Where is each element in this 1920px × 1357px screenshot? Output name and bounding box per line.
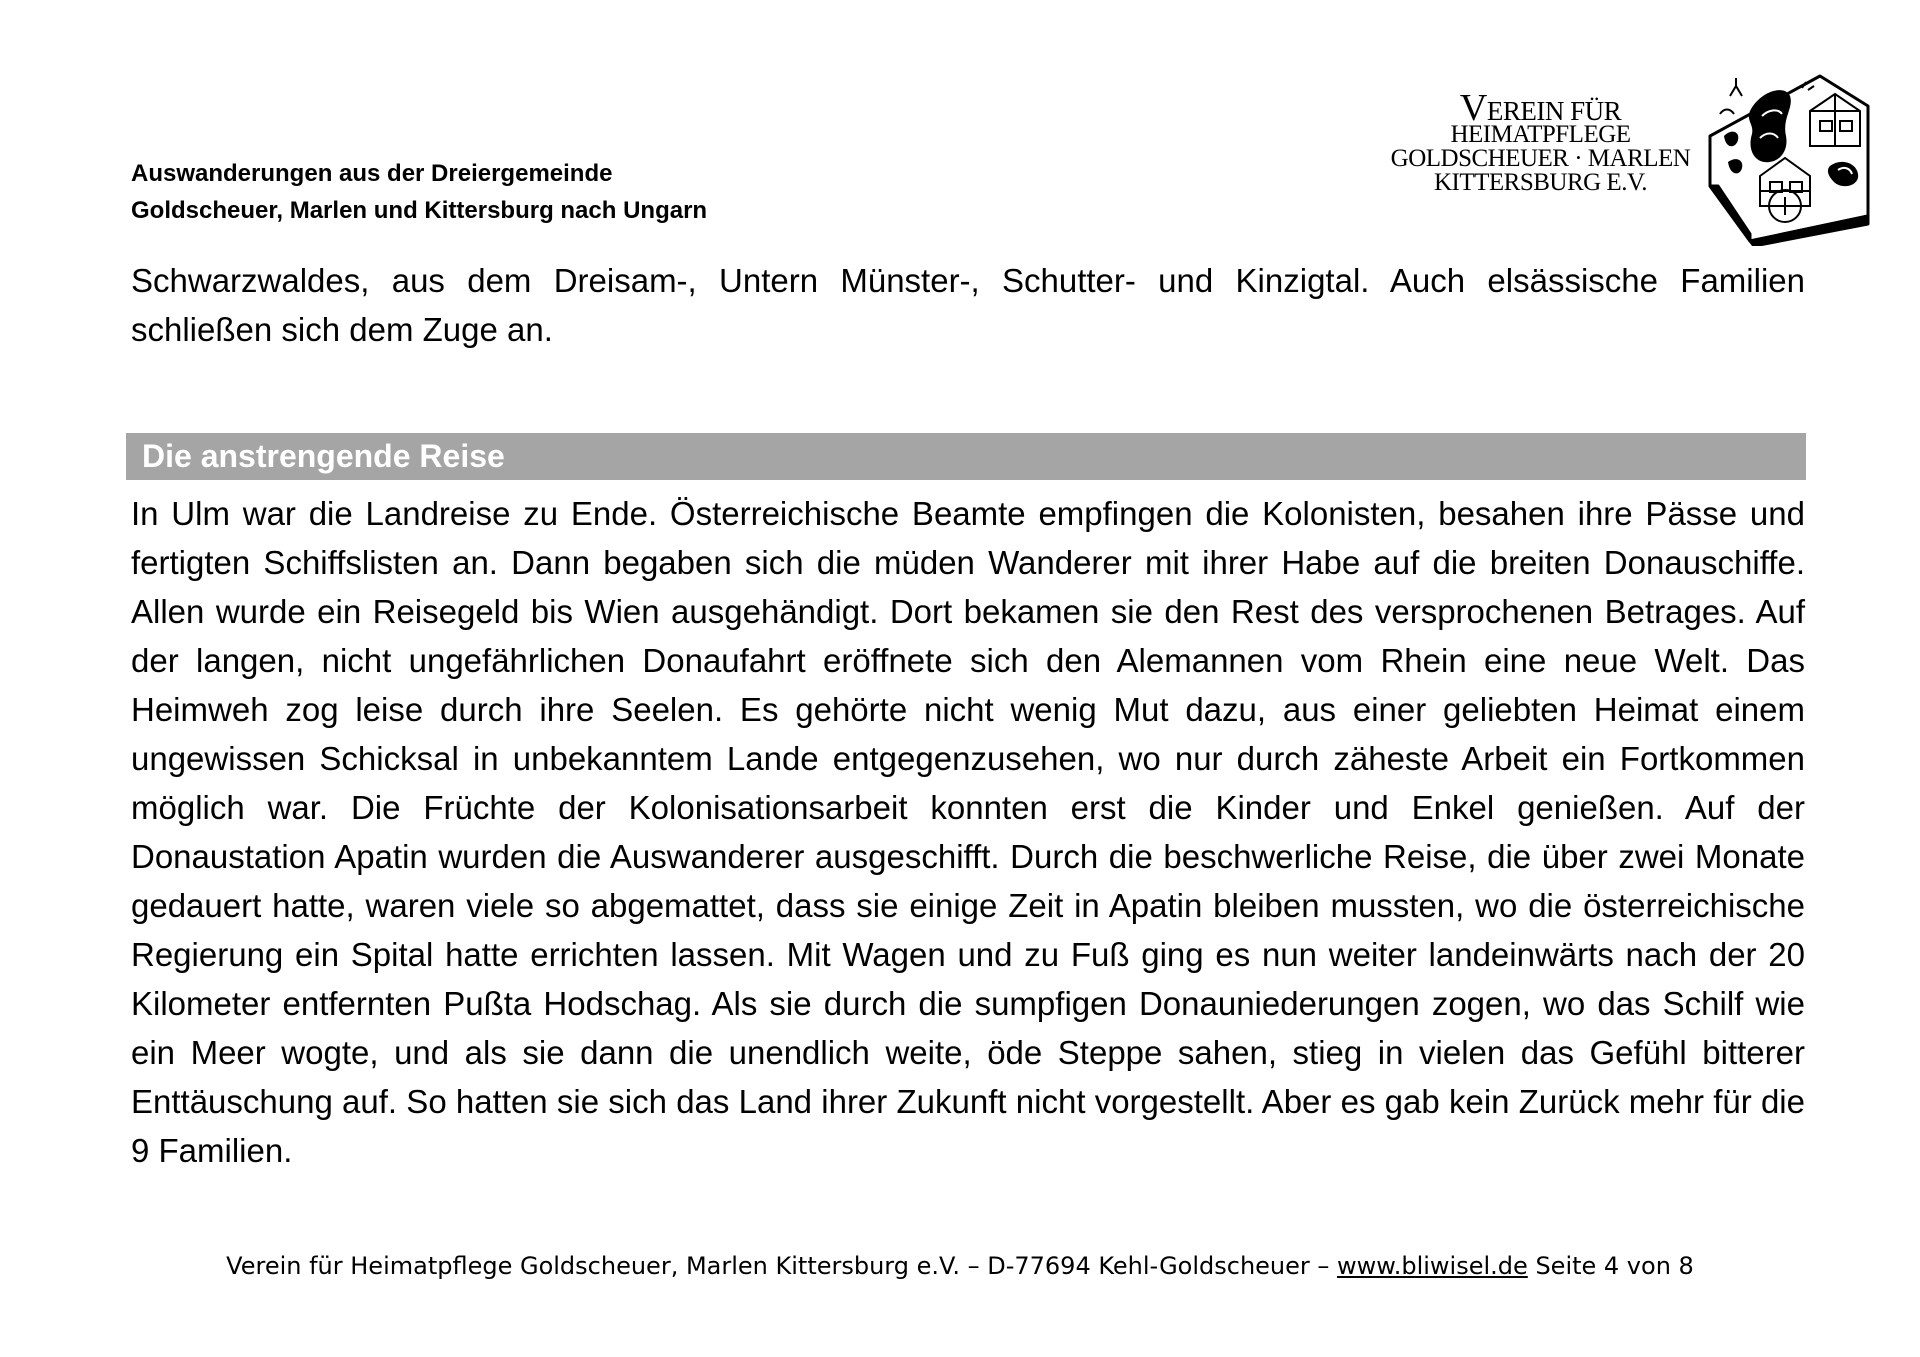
logo-wordmark [1388,87,1693,196]
section-body-paragraph: In Ulm war die Landreise zu Ende. Österreichische Beamte empfingen die Kolonisten, besahen ihre Pässe und fertigten Schiffslisten an. Dann begaben sich die müden Wanderer mit ihrer Habe auf die breiten Donauschiffe. Allen wurde ein Reisegeld bis Wien ausgehändigt. Dort bekamen sie den Rest des versprochenen Betrages. Auf der langen, nicht ungefährlichen Donaufahrt eröffnete sich den Alemannen vom Rhein eine neue Welt. Das Heimweh zog leise durch ihre Seelen. Es gehörte nicht wenig Mut dazu, aus einer geliebten Heimat einem ungewissen Schicksal in unbekanntem Lande entgegenzusehen, wo nur durch zäheste Arbeit ein Fortkommen möglich war. Die Früchte der Kolonisationsarbeit konnten erst die Kinder und Enkel genießen. Auf der Donaustation Apatin wurden die Auswanderer ausgeschifft. Durch die beschwerliche Reise, die über zwei Monate gedauert hatte, waren viele so abgemattet, dass sie einige Zeit in Apatin bleiben mussten, wo die österreichische Regierung ein Spital hatte errichten lassen. Mit Wagen und zu Fuß ging es nun weiter landeinwärts nach der 20 Kilometer entfernten Pußta Hodschag. Als sie durch die sumpfigen Donauniederungen zogen, wo das Schilf wie ein Meer wogte, und als sie dann die unendlich weite, öde Steppe sahen, stieg in vielen das Gefühl bitterer Enttäuschung auf. So hatten sie sich das Land ihrer Zukunft nicht vorgestellt. Aber es gab kein Zurück mehr für die 9 Familien. [131,495,1805,1169]
logo-line-2: HEIMATPFLEGE [1450,121,1631,148]
header-title-line-2: Goldscheuer, Marlen und Kittersburg nach Ungarn [131,197,708,224]
footer-text: Verein für Heimatpflege Goldscheuer, Marlen Kittersburg e.V. – D-77694 Kehl-Goldscheuer – [226,1252,1330,1280]
footer-website-link[interactable]: www.bliwisel.de [1337,1252,1528,1280]
logo-line-1 [1388,87,1693,129]
logo-line-4: KITTERSBURG E.V. [1433,169,1648,196]
header-title-line-1: Auswanderungen aus der Dreiergemeinde [131,160,613,187]
association-logo [1388,66,1880,246]
logo-line-1-rest: EREIN FÜR [1486,96,1622,126]
village-emblem-icon [1690,66,1880,246]
intro-paragraph: Schwarzwaldes, aus dem Dreisam-, Untern Münster-, Schutter- und Kinzigtal. Auch elsässische Familien schließen sich dem Zuge an. [131,262,1805,348]
footer-page-number: Seite 4 von 8 [1535,1252,1694,1280]
page-footer [0,1248,1920,1284]
logo-line-3: GOLDSCHEUER · MARLEN [1390,145,1691,172]
document-header-title [131,155,707,229]
logo-initial: V [1459,87,1487,129]
section-heading: Die anstrengende Reise [126,433,1806,480]
